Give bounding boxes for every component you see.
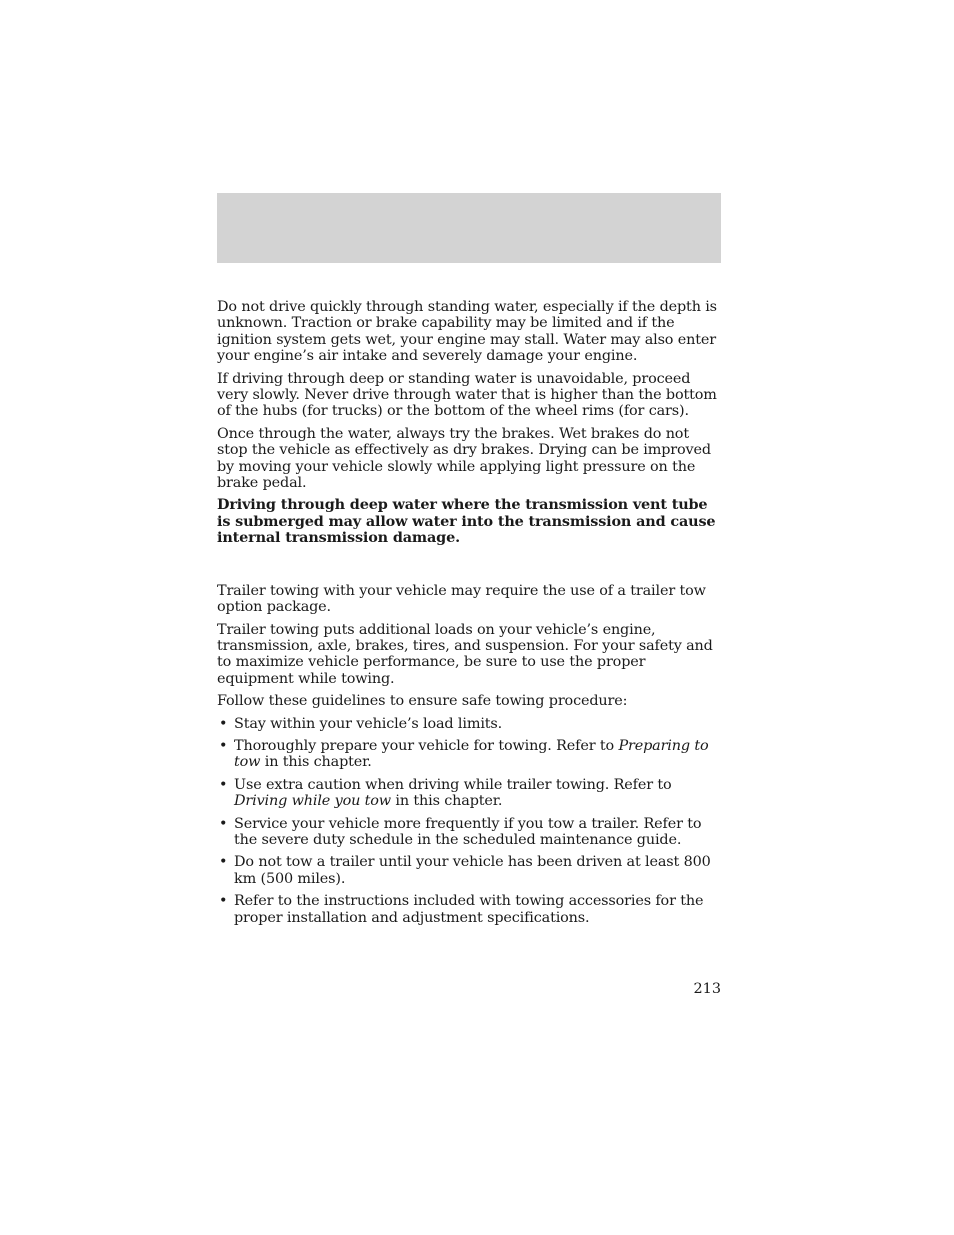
towing-guidelines-list [217, 716, 721, 926]
header-band [217, 193, 721, 263]
list-item-text: Do not tow a trailer until your vehicle has been driven at least 800 km (500 miles). [234, 854, 711, 887]
reference-preparing-to-tow: Preparing to tow [234, 737, 709, 771]
bullet-icon: • [219, 776, 228, 793]
bullet-icon: • [219, 854, 228, 871]
bullet-icon: • [219, 715, 228, 732]
reference-driving-while-you-tow: Driving while you tow [234, 793, 391, 810]
list-item-text: in this chapter. [260, 754, 372, 771]
page-content [217, 299, 721, 932]
water-paragraph-1: Do not drive quickly through standing water, especially if the depth is unknown. Traction or brake capability may be limited and if the ignition system gets wet, your engine may stall. Water may also enter your engine’s air intake and severely damage your engine. [217, 299, 717, 365]
section-gap [217, 553, 721, 583]
list-item-text: Stay within your vehicle’s load limits. [234, 715, 503, 732]
list-item [217, 716, 721, 732]
towing-paragraph-3: Follow these guidelines to ensure safe towing procedure: [217, 693, 628, 710]
list-item [217, 738, 721, 771]
list-item-text: Refer to the instructions included with towing accessories for the proper installation and adjustment specifications. [234, 893, 704, 926]
list-item-text: in this chapter. [390, 793, 503, 810]
water-paragraph-2: If driving through deep or standing water is unavoidable, proceed very slowly. Never drive through water that is higher than the bottom of the hubs (for trucks) or the bottom of the wheel rims (for cars). [217, 370, 717, 420]
list-item [217, 816, 721, 849]
towing-paragraph-2: Trailer towing puts additional loads on your vehicle’s engine, transmission, axle, brakes, tires, and suspension. For your safety and to maximize vehicle performance, be sure to use the proper equipment while towing. [217, 621, 713, 687]
bullet-icon: • [219, 737, 228, 754]
list-item [217, 893, 721, 926]
page-number: 213 [693, 981, 721, 997]
list-item [217, 854, 721, 887]
towing-paragraph-1: Trailer towing with your vehicle may require the use of a trailer tow option package. [217, 582, 706, 616]
bullet-icon: • [219, 815, 228, 832]
list-item-text: Use extra caution when driving while trailer towing. Refer to [234, 776, 672, 793]
list-item [217, 777, 721, 810]
list-item-text: Service your vehicle more frequently if you tow a trailer. Refer to the severe duty schedule in the scheduled maintenance guide. [234, 815, 702, 848]
bullet-icon: • [219, 893, 228, 910]
list-item-text: Thoroughly prepare your vehicle for towing. Refer to [234, 737, 619, 754]
transmission-warning: Driving through deep water where the transmission vent tube is submerged may allow water into the transmission and cause internal transmission damage. [217, 496, 716, 547]
water-paragraph-3: Once through the water, always try the brakes. Wet brakes do not stop the vehicle as effectively as dry brakes. Drying can be improved by moving your vehicle slowly while applying light pressure on the brake pedal. [217, 425, 711, 492]
